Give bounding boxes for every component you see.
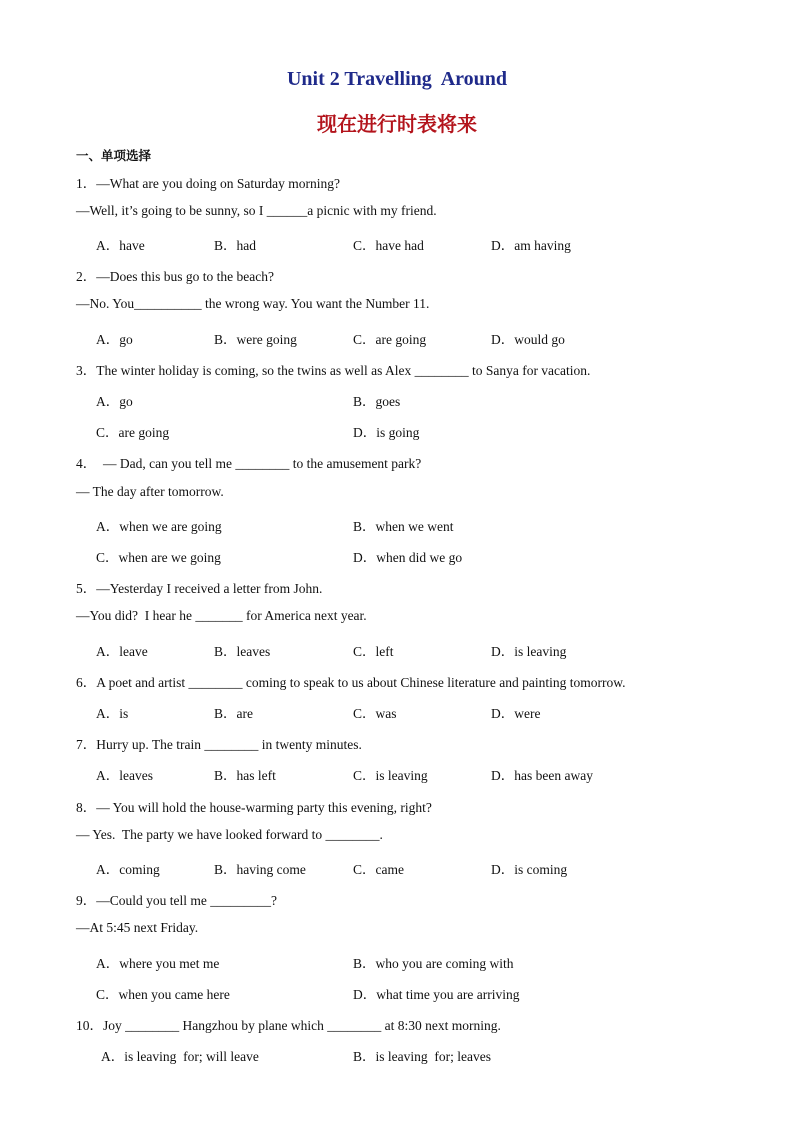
question-2-option-b: B．were going [214, 332, 297, 347]
question-6-option-d: D．were [491, 706, 541, 721]
question-9-option-a: A．where you met me [96, 956, 220, 971]
question-1-option-a: A．have [96, 238, 145, 253]
question-7-option-a: A．leaves [96, 768, 153, 783]
question-4-stem-reply: — The day after tomorrow. [76, 484, 224, 499]
question-2-option-a: A．go [96, 332, 133, 347]
question-10-option-b: B．is leaving for; leaves [353, 1049, 491, 1064]
question-2-option-d: D．would go [491, 332, 565, 347]
document-title: Unit 2 Travelling Around [286, 68, 508, 90]
question-5-stem: 5．—Yesterday I received a letter from John. [76, 581, 323, 596]
question-2-stem-reply: —No. You__________ the wrong way. You want the Number 11. [76, 296, 430, 311]
question-9-option-b: B．who you are coming with [353, 956, 514, 971]
question-7-option-d: D．has been away [491, 768, 593, 783]
question-3-option-c: C．are going [96, 425, 170, 440]
question-6-option-c: C．was [353, 706, 397, 721]
question-9-option-d: D．what time you are arriving [353, 987, 520, 1002]
question-2-stem: 2．—Does this bus go to the beach? [76, 269, 274, 284]
question-3-option-a: A．go [96, 394, 133, 409]
question-1-stem: 1．—What are you doing on Saturday morning? [76, 176, 340, 191]
question-3-option-b: B．goes [353, 394, 401, 409]
question-1-option-d: D．am having [491, 238, 571, 253]
document-subtitle: 现在进行时表将来 [317, 112, 477, 136]
question-9-stem: 9．—Could you tell me _________? [76, 893, 277, 908]
question-8-option-c: C．came [353, 862, 404, 877]
question-7-option-c: C．is leaving [353, 768, 428, 783]
question-8-option-a: A．coming [96, 862, 160, 877]
question-6-option-b: B．are [214, 706, 253, 721]
question-1-stem-reply: —Well, it’s going to be sunny, so I ______a picnic with my friend. [76, 203, 437, 218]
question-10-stem: 10．Joy ________ Hangzhou by plane which ________ at 8:30 next morning. [76, 1018, 501, 1033]
question-4-option-c: C．when are we going [96, 550, 221, 565]
question-10-option-a: A．is leaving for; will leave [101, 1049, 259, 1064]
question-6-option-a: A．is [96, 706, 129, 721]
question-8-stem-reply: — Yes. The party we have looked forward to ________. [76, 827, 383, 842]
question-8-option-b: B．having come [214, 862, 306, 877]
question-6-stem: 6．A poet and artist ________ coming to speak to us about Chinese literature and painting tomorrow. [76, 675, 626, 690]
question-5-stem-reply: —You did? I hear he _______ for America next year. [76, 608, 367, 623]
question-4-option-d: D．when did we go [353, 550, 463, 565]
question-4-stem: 4． — Dad, can you tell me ________ to the amusement park? [76, 456, 422, 471]
section-heading: 一、单项选择 [76, 148, 152, 163]
question-4-option-b: B．when we went [353, 519, 454, 534]
question-8-option-d: D．is coming [491, 862, 568, 877]
question-4-option-a: A．when we are going [96, 519, 222, 534]
question-2-option-c: C．are going [353, 332, 427, 347]
question-5-option-d: D．is leaving [491, 644, 567, 659]
question-7-stem: 7．Hurry up. The train ________ in twenty minutes. [76, 737, 362, 752]
question-5-option-c: C．left [353, 644, 394, 659]
question-9-option-c: C．when you came here [96, 987, 230, 1002]
question-5-option-a: A．leave [96, 644, 148, 659]
question-1-option-c: C．have had [353, 238, 424, 253]
question-5-option-b: B．leaves [214, 644, 271, 659]
question-1-option-b: B．had [214, 238, 256, 253]
question-9-stem-reply: —At 5:45 next Friday. [76, 920, 199, 935]
question-8-stem: 8．— You will hold the house-warming party this evening, right? [76, 800, 432, 815]
question-3-stem: 3．The winter holiday is coming, so the twins as well as Alex ________ to Sanya for vacation. [76, 363, 591, 378]
question-3-option-d: D．is going [353, 425, 420, 440]
question-7-option-b: B．has left [214, 768, 276, 783]
